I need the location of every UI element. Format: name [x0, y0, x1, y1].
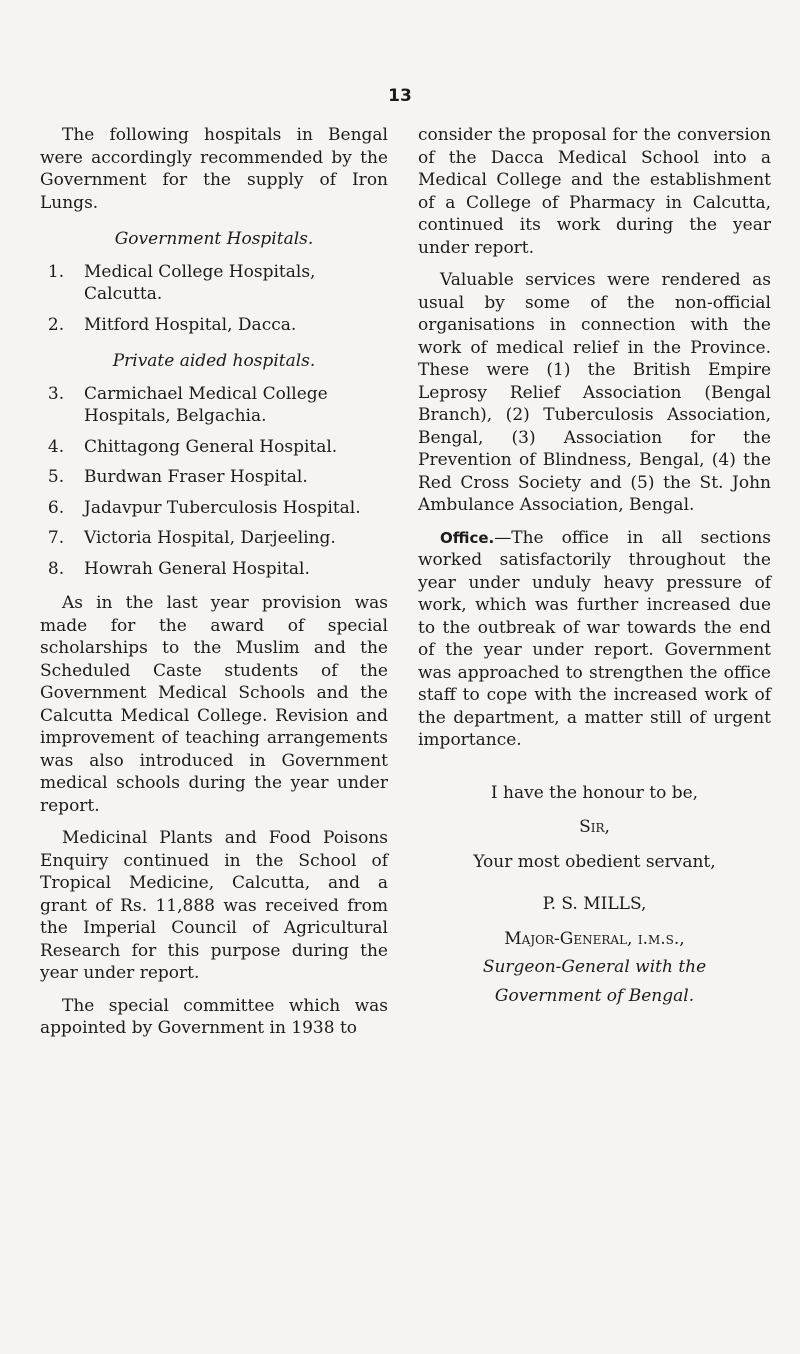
- committee-paragraph-start: The special committee which was appointed by Government in 1938 to: [40, 995, 388, 1038]
- list-item: 5. Burdwan Fraser Hospital.: [47, 467, 308, 487]
- medicinal-plants-paragraph: Medicinal Plants and Food Poisons Enquiry continued in the School of Tropical Medicine, Calcutta, and a grant of Rs. 11,888 was received from the Imperial Council of Agricultural Research for this purpose during the year under report.: [40, 828, 388, 983]
- list-item: 3. Carmichael Medical College Hospitals, Belgachia.: [47, 383, 328, 426]
- closing-block: [418, 782, 771, 1008]
- private-hospitals-list: [40, 383, 388, 581]
- closing-salutation: Sir,: [579, 817, 610, 837]
- government-hospitals-list: [40, 261, 388, 337]
- signatory-name: P. S. MILLS,: [542, 894, 647, 914]
- office-heading: Office.: [440, 528, 495, 547]
- list-item: 4. Chittagong General Hospital.: [47, 436, 338, 457]
- list-item: 2. Mitford Hospital, Dacca.: [47, 314, 297, 335]
- page-number: 13: [388, 86, 412, 106]
- scholarships-paragraph: As in the last year provision was made for the award of special scholarships to the Muslim and the Scheduled Caste students of the Government Medical Schools and the Calcutta Medical College. Revision and improvement of teaching arrangements was also introduced in Government medical schools during the year under report.: [40, 593, 388, 816]
- office-text: —The office in all sections worked satisfactorily throughout the year under unduly heavy pressure of work, which was further increased due to the outbreak of war towards the end of the year under report. Government was approached to strengthen the office staff to cope with the increased work of the department, a matter still of urgent importance.: [418, 527, 771, 750]
- office-paragraph: [418, 527, 771, 752]
- list-item: 6. Jadavpur Tuberculosis Hospital.: [47, 497, 361, 518]
- list-item: 8. Howrah General Hospital.: [47, 558, 310, 579]
- signatory-title-line1: Surgeon-General with the: [482, 957, 707, 977]
- signatory-rank: Major-General, i.m.s.,: [504, 928, 685, 949]
- services-paragraph: Valuable services were rendered as usual by some of the non-official organisations in connection with the work of medical relief in the Province. These were (1) the British Empire Leprosy Relief Association (Bengal Branch), (2) Tuberculosis Association, Bengal, (3) Association for the Prevention of Blindness, Bengal, (4) the Red Cross Society and (5) the St. John Ambulance Association, Bengal.: [418, 270, 771, 515]
- closing-servant: Your most obedient servant,: [473, 851, 716, 872]
- committee-paragraph-continued: consider the proposal for the conversion of the Dacca Medical School into a Medical College and the establishment of a College of Pharmacy in Calcutta, continued its work during the year under report.: [418, 125, 771, 258]
- closing-honour: I have the honour to be,: [490, 782, 699, 803]
- private-hospitals-heading: Private aided hospitals.: [112, 351, 316, 371]
- government-hospitals-heading: Government Hospitals.: [114, 229, 314, 249]
- signatory-title-line2: Government of Bengal.: [494, 985, 695, 1006]
- right-column: [418, 124, 771, 1019]
- list-item: 1. Medical College Hospitals, Calcutta.: [47, 261, 316, 304]
- intro-paragraph: The following hospitals in Bengal were accordingly recommended by the Government for the supply of Iron Lungs.: [40, 125, 388, 213]
- left-column: [40, 124, 388, 1050]
- list-item: 7. Victoria Hospital, Darjeeling.: [47, 528, 336, 548]
